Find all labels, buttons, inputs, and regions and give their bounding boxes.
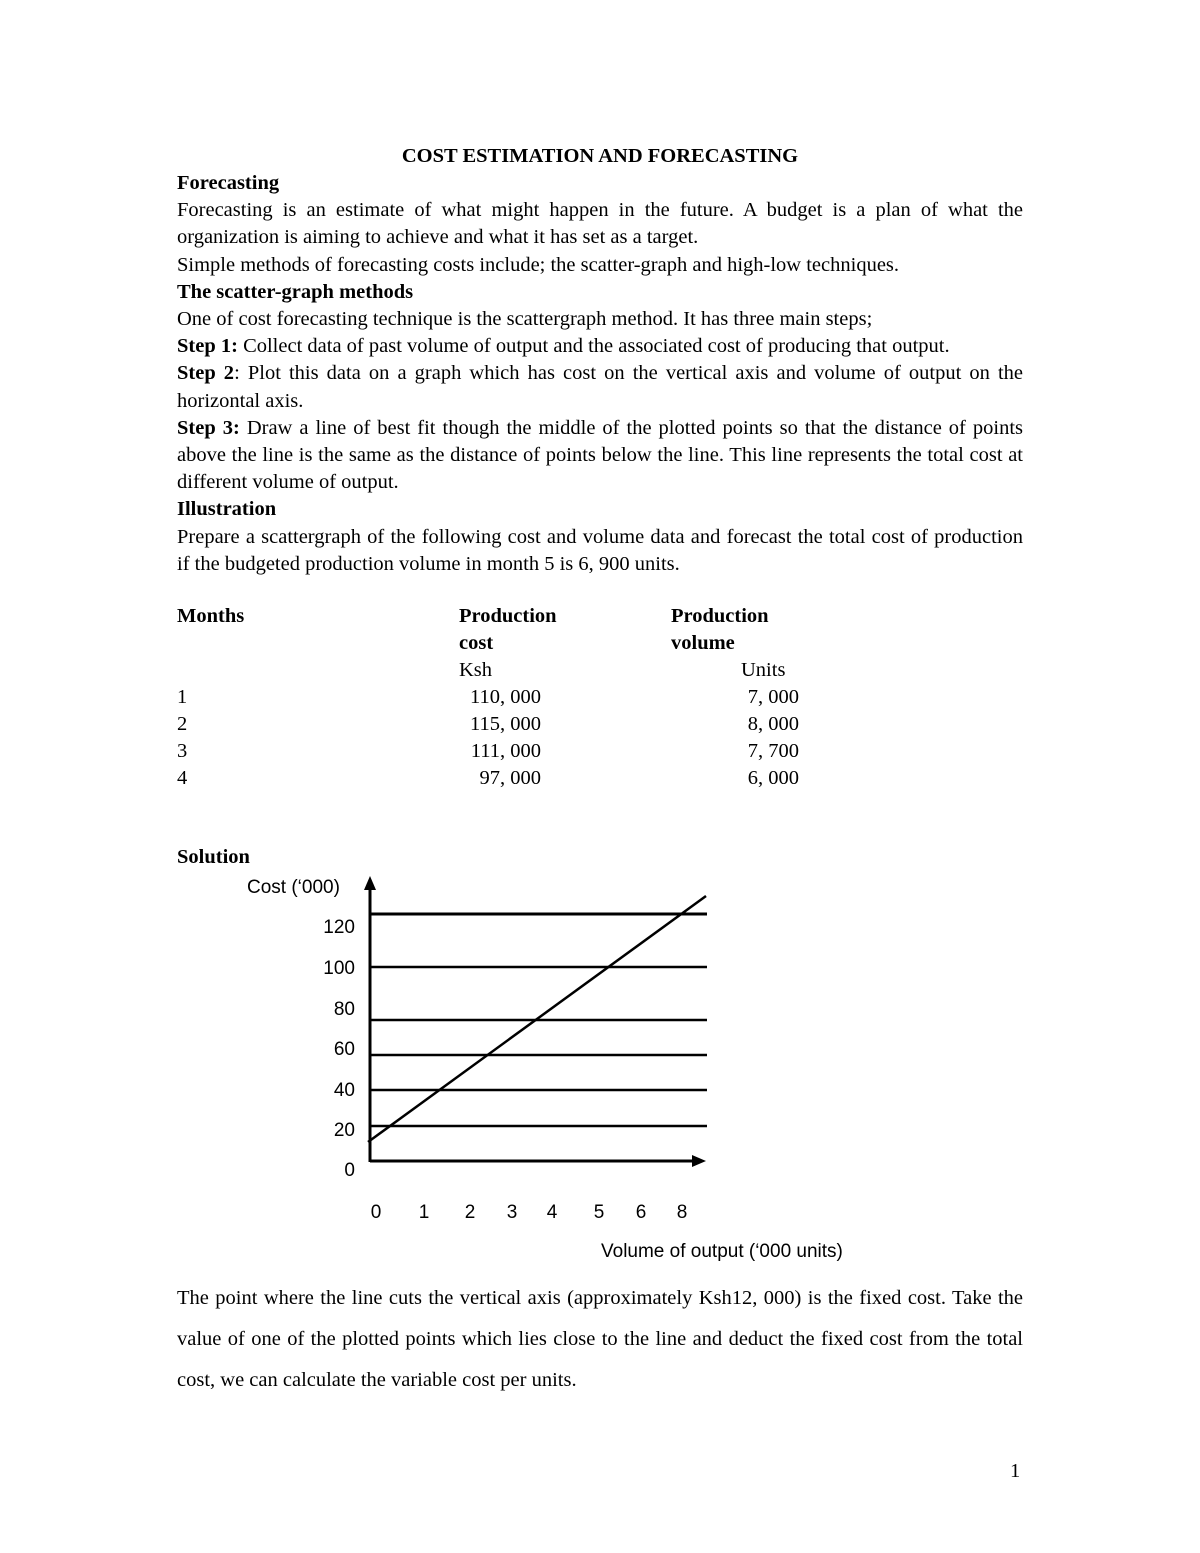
table-cell-cost: 97, 000 (479, 767, 541, 789)
step-3-text: Draw a line of best fit though the middle of the plotted points so that the distance of points above the line is the same as the distance of points below the line. This line represents the total cost at different volume of output. (177, 416, 1023, 494)
x-tick-label: 3 (506, 1202, 518, 1223)
y-tick-label: 40 (333, 1080, 355, 1101)
step-1-label: Step 1: (177, 335, 238, 358)
y-axis-arrow-icon (364, 876, 376, 890)
table-cell-cost: 111, 000 (470, 740, 541, 762)
x-tick-labels (371, 1202, 688, 1223)
x-tick-label: 2 (464, 1202, 476, 1223)
page-title: COST ESTIMATION AND FORECASTING (401, 145, 799, 167)
y-tick-label: 80 (333, 999, 355, 1020)
step-1-text: Collect data of past volume of output and the associated cost of producing that output. (237, 335, 950, 358)
y-tick-label: 0 (344, 1160, 355, 1181)
y-tick-labels (323, 917, 355, 1181)
table-cell-month: 4 (177, 767, 188, 789)
illustration-text: Prepare a scattergraph of the following cost and volume data and forecast the total cost of production if the budgeted production volume in month 5 is 6, 900 units. (177, 525, 1023, 575)
x-tick-label: 6 (635, 1202, 647, 1223)
step-3-label: Step 3: (177, 416, 240, 439)
x-tick-label: 1 (418, 1202, 430, 1223)
y-tick-label: 120 (323, 917, 355, 938)
scatter-heading: The scatter-graph methods (177, 280, 414, 303)
y-tick-label: 60 (333, 1039, 355, 1060)
forecasting-heading: Forecasting (177, 172, 280, 194)
x-tick-label: 0 (370, 1202, 382, 1223)
forecasting-paragraph: Forecasting is an estimate of what might happen in the future. A budget is a plan of what the organization is aiming to achieve and what it has set as a target. (177, 199, 1023, 249)
y-axis-label: Cost (‘000) (247, 877, 340, 898)
table-cell-month: 3 (177, 740, 188, 762)
table-unit-cost: Ksh (459, 659, 493, 681)
closing-paragraph: The point where the line cuts the vertical axis (approximately Ksh12, 000) is the fixed cost. Take the value of one of the plotted points which lies close to the line and deduct the fixed cost from the total cost, we can calculate the variable cost per units. (177, 1287, 1023, 1391)
table-cell-month: 1 (177, 686, 188, 708)
solution-heading: Solution (177, 846, 250, 868)
y-tick-label: 100 (323, 958, 355, 979)
table-cell-cost: 110, 000 (470, 686, 541, 708)
forecasting-methods-paragraph: Simple methods of forecasting costs include; the scatter-graph and high-low techniques. (177, 253, 900, 276)
horizontal-gridlines (370, 914, 707, 1126)
page-number: 1 (1010, 1460, 1021, 1482)
table-unit-volume: Units (741, 659, 786, 681)
illustration-heading: Illustration (177, 498, 277, 521)
table-header-cost: Production cost (459, 605, 557, 654)
table-header-volume: Production volume (671, 605, 769, 654)
table-cell-volume: 7, 000 (747, 686, 799, 708)
table-header-months: Months (177, 605, 245, 627)
table-cell-volume: 8, 000 (747, 713, 799, 735)
x-axis-label: Volume of output (‘000 units) (601, 1241, 843, 1262)
x-tick-label: 4 (546, 1202, 558, 1223)
x-tick-label: 8 (676, 1202, 688, 1223)
step-2-label: Step 2 (177, 362, 235, 385)
table-cell-month: 2 (177, 713, 188, 735)
scatter-intro: One of cost forecasting technique is the scattergraph method. It has three main steps; (177, 308, 873, 331)
table-cell-volume: 6, 000 (747, 767, 799, 789)
x-tick-label: 5 (593, 1202, 605, 1223)
step-2-text: : Plot this data on a graph which has cost on the vertical axis and volume of output on the horizontal axis. (177, 362, 1023, 412)
y-tick-label: 20 (333, 1120, 355, 1141)
table-cell-cost: 115, 000 (470, 713, 541, 735)
table-cell-volume: 7, 700 (747, 740, 799, 762)
x-axis-arrow-icon (692, 1155, 706, 1167)
